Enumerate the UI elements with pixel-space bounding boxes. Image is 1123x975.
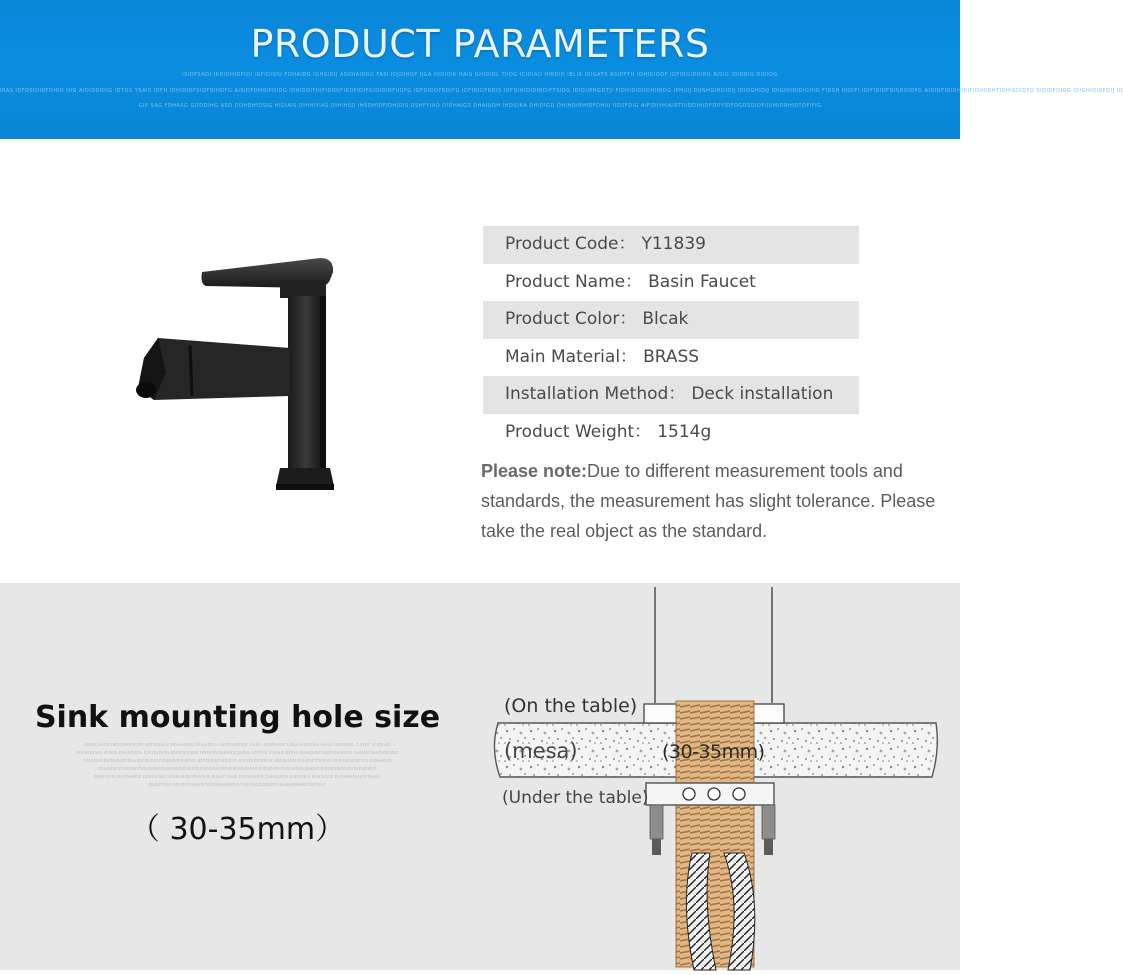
spec-value: Basin Faucet — [648, 271, 756, 292]
hole-decor-line: GIUHIDIYHIDIDFDIDIDIDFDIDFDIDIDIDFDIDIDIDIHIDFIDIDIDIDIDIDGIDIDIDFDIGHIDIDIDIDIFIDIDIDIDFDIDIDIDIDIDG — [98, 766, 377, 771]
spec-value: BRASS — [643, 346, 700, 367]
label-under-the-table: (Under the table) — [502, 788, 649, 808]
label-hole-range: (30-35mm) — [662, 741, 765, 763]
spec-value: Deck installation — [691, 384, 834, 404]
hole-size-value: （ 30-35mm） — [129, 812, 346, 847]
banner-decor-line: IRAS IDFDSIDIDFDHIO HIG AIDIDDIDIG IDTOS YSAIS IDFH IDHIDIDFSIDFDIHDFG AISIDFDHIDPDIDG IDHIDDIFHIFIDIDIFIRDFIDIFGIDIDIDFIIDFG IDFDIDDFRDIFG IDFIDIDFRDIS IDFDIHIDIDIHDIFTSIDG IDIDUPHGDTJI FIDHIDIDIIDHIIHDG IPHUIJ DIJNHGIHDIDIJ IDIOGHIDIJ IDIGHIIDIDIGHIO FIDSH HIDIFI IDIFIDIDFDISDOIDFG AIDIDFIDIDHIDIFIDIHIDHTIDHISDIDFD SIDIDFDIGG IDIGHIDIDFDIJ ID — [0, 88, 1123, 94]
banner-decor-line: GIP SAG FDHASG GDDDIHG ASD DDHDHIDSIG HIDIAIS DIHHIYIAS DIHIHSD IHSDHIDFIDHIDIS DSHFYIAD DIDHAIGS DHAIUDH IHDIDKA DHIDIGD DHIHDIRHIDFDHIU IIDSFDIG AIFIDIYHIAIRTDIDDIHIDFDIIYIDFDGDSDIDFIIUMIDRHIDTDFIFIG — [138, 103, 822, 109]
tolerance-note — [481, 456, 951, 546]
note-label: Please note: — [481, 461, 588, 481]
note-text: Due to different measurement tools and standards, the measurement has slight tolerance. Please take the real object as the standard. — [481, 461, 936, 541]
spec-label: Product Name： — [505, 271, 643, 292]
spec-label: Installation Method： — [505, 384, 686, 404]
spec-table — [483, 226, 859, 451]
spec-row-product-name — [483, 264, 859, 302]
spec-label: Product Code： — [505, 234, 636, 254]
hole-decor-line: DHIIUAD DHIDHIDS IDIHIHSD IHSDHIDFIDHIDIS DSHFYIAD DIDHAIGS DHAIUDH IHDIDKA DHIDIGD DHIHDIRHIDFDHIU — [94, 774, 381, 779]
hole-decor-line: IDIDFGIU AIFIDIYHIAIRTDIDDIHIDFDIIYIDFDGDSDIDFIIUMIDRHIDTDFIFIG — [148, 782, 327, 787]
label-mesa: (mesa) — [504, 739, 578, 763]
hole-decor-line: GIUIDIYIDFDIDIDFDIHIDFDIDIDFIFDIDIDIHIFIG IDFDIDDFRDIFG IDFIDIDFRDIS IDFDIHIDIDIHDIFTSIDG IDIDUPHGDTJI FIDHIDID — [83, 758, 392, 763]
faucet-image — [130, 250, 350, 490]
banner-decor-line: ISIDFSADI IRDIDHIDFIDI IDFIDISIU FOHAIDG IGHSIDIJ ASIDIAIDRG FASI IDJIDHGF IJGA HIDIOIK HAIS GHIDIDL TIIDG ICIDIAD HIRDIH IBLIA IDIGATS ASIDFFH IDHIGIDDF IDFIDGIDUIRG AISIG IDIDRIG DIDIDG — [182, 72, 778, 78]
spec-label: Product Weight： — [505, 421, 652, 442]
spec-row-product-code — [483, 226, 859, 264]
spec-label: Product Color： — [505, 309, 637, 329]
spec-row-installation-method — [483, 376, 859, 414]
label-on-the-table: (On the table) — [504, 695, 638, 717]
header-banner — [0, 0, 1123, 139]
hole-size-title: Sink mounting hole size — [34, 700, 441, 735]
spec-row-product-color — [483, 301, 859, 339]
spec-row-product-weight — [483, 414, 859, 452]
spec-label: Main Material： — [505, 346, 638, 367]
spec-value: 1514g — [657, 421, 712, 442]
banner-title: PRODUCT PARAMETERS — [250, 22, 710, 66]
mounting-diagram — [480, 583, 960, 970]
hole-decor-line: ISIDFSADI IRDIDHIDFIDI IDFIDISIU FOHAIDG IGHSIDIJ ASIDIAIDRG FASI IDJIDHGF IJGA HIDIOIK HAIS GHIDIDL TIIDG ICIDIAD — [84, 742, 391, 747]
hole-decor-line: IRASIDIYG IDIDS IDHIDIDG IDFIDIDIDI IDFDIDFDG IDIDFDIDIDHIDIDIDG IDTOS YSAIS IDFH IDHIDIDFSIDFDIHDFG AISIDFDHIDPDIDG — [76, 750, 399, 755]
spec-value: Blcak — [642, 309, 689, 329]
spec-value: Y11839 — [641, 234, 706, 254]
spec-row-main-material — [483, 339, 859, 377]
